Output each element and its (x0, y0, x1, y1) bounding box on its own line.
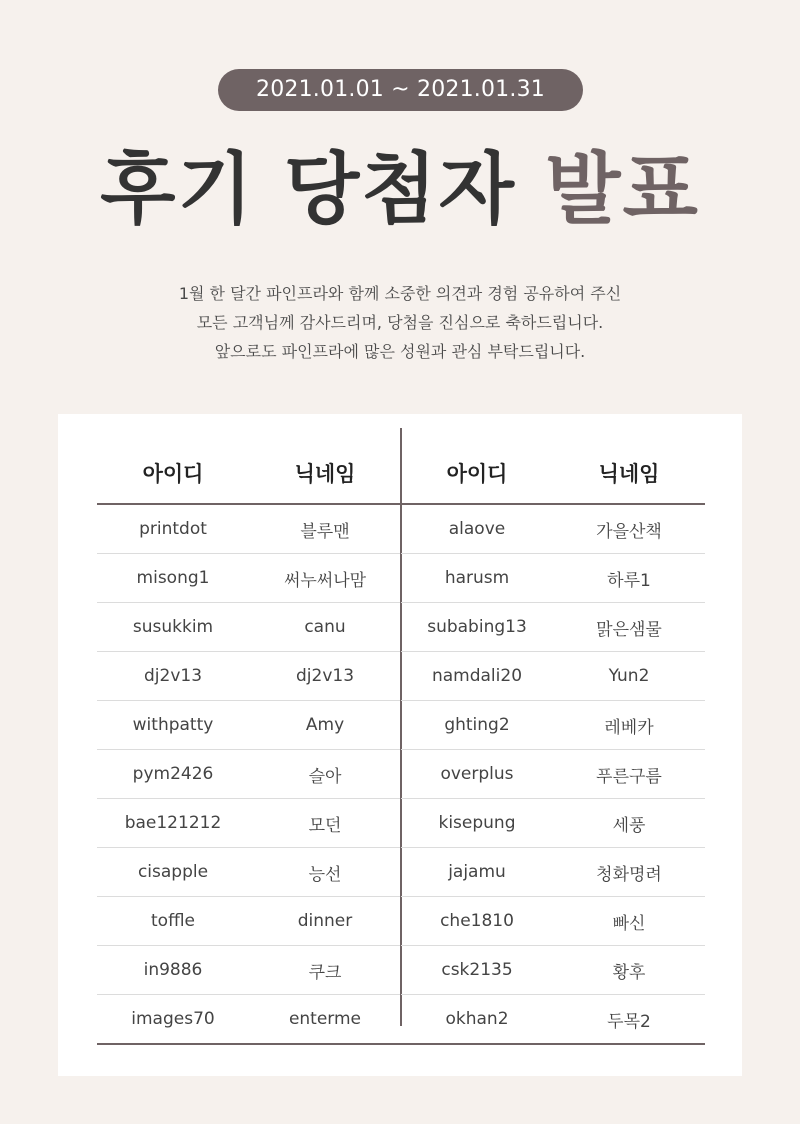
page-title-main: 후기 당첨자 (100, 145, 546, 235)
table-row (401, 505, 705, 554)
intro-message (0, 279, 800, 366)
winner-nickname: 맑은샘물 (596, 619, 662, 640)
column-header-nickname: 닉네임 (294, 461, 356, 486)
winner-id: pym2426 (132, 764, 214, 784)
table-row (97, 652, 401, 701)
winner-id: okhan2 (445, 1009, 509, 1029)
winner-nickname: dj2v13 (295, 666, 355, 686)
column-header-nickname: 닉네임 (598, 461, 660, 486)
table-row (401, 603, 705, 652)
date-range-badge: 2021.01.01 ~ 2021.01.31 (218, 69, 583, 111)
winners-table-right (401, 428, 705, 1045)
winner-nickname: 빠신 (612, 913, 646, 934)
winner-nickname: 황후 (612, 962, 646, 983)
column-header-id: 아이디 (446, 461, 508, 486)
winner-nickname: canu (304, 617, 346, 637)
winner-nickname: enterme (288, 1009, 362, 1029)
winner-id: bae121212 (124, 813, 222, 833)
winner-id: images70 (131, 1009, 215, 1029)
winner-id: misong1 (136, 568, 210, 588)
table-header (401, 428, 705, 505)
winner-id: subabing13 (427, 617, 527, 637)
winner-nickname: 하루1 (607, 570, 651, 591)
winner-id: printdot (139, 519, 207, 539)
winner-nickname: 푸른구름 (596, 766, 662, 787)
table-row (97, 505, 401, 554)
table-header (97, 428, 401, 505)
winner-id: alaove (448, 519, 506, 539)
winner-nickname: Yun2 (608, 666, 650, 686)
winner-nickname: 슬아 (308, 766, 342, 787)
table-row (97, 946, 401, 995)
table-row (401, 701, 705, 750)
winner-id: in9886 (143, 960, 203, 980)
winner-nickname: 쿠크 (308, 962, 342, 983)
table-row (401, 652, 705, 701)
intro-line-1: 1월 한 달간 파인프라와 함께 소중한 의견과 경험 공유하여 주신 (178, 284, 622, 303)
winners-card (58, 414, 742, 1076)
winner-nickname: 모던 (308, 815, 342, 836)
winner-id: cisapple (137, 862, 209, 882)
winner-nickname: 레베카 (604, 717, 654, 738)
winners-rows-left (97, 505, 401, 1045)
table-row (401, 750, 705, 799)
winner-nickname: Amy (305, 715, 345, 735)
table-row (97, 554, 401, 603)
winner-nickname: 블루맨 (300, 521, 350, 542)
winner-nickname: 가을산책 (596, 521, 662, 542)
winner-id: susukkim (132, 617, 214, 637)
page-title-accent: 발표 (545, 145, 700, 235)
page-title (0, 140, 800, 240)
winner-id: csk2135 (441, 960, 513, 980)
winner-id: harusm (444, 568, 510, 588)
winner-nickname: 청화명려 (596, 864, 662, 885)
table-row (97, 848, 401, 897)
winner-id: namdali20 (431, 666, 523, 686)
winner-nickname: dinner (297, 911, 353, 931)
table-row (401, 897, 705, 946)
table-row (401, 995, 705, 1045)
winner-id: dj2v13 (143, 666, 203, 686)
winner-nickname: 써누써나맘 (283, 570, 367, 591)
winners-table-left (97, 428, 401, 1045)
winner-id: ghting2 (444, 715, 510, 735)
intro-line-3: 앞으로도 파인프라에 많은 성원과 관심 부탁드립니다. (214, 342, 586, 361)
table-row (401, 799, 705, 848)
table-row (97, 995, 401, 1045)
winner-nickname: 두목2 (607, 1011, 651, 1032)
table-row (97, 701, 401, 750)
table-row (401, 946, 705, 995)
winner-id: jajamu (448, 862, 506, 882)
winner-nickname: 능선 (308, 864, 342, 885)
intro-line-2: 모든 고객님께 감사드리며, 당첨을 진심으로 축하드립니다. (196, 313, 604, 332)
winners-rows-right (401, 505, 705, 1045)
column-header-id: 아이디 (142, 461, 204, 486)
winner-id: kisepung (438, 813, 516, 833)
table-row (401, 848, 705, 897)
table-row (97, 897, 401, 946)
winner-nickname: 세풍 (612, 815, 646, 836)
winner-id: overplus (440, 764, 514, 784)
winner-id: toffle (151, 911, 195, 931)
winner-id: che1810 (440, 911, 514, 931)
table-row (401, 554, 705, 603)
winner-id: withpatty (132, 715, 214, 735)
table-row (97, 799, 401, 848)
table-row (97, 750, 401, 799)
table-row (97, 603, 401, 652)
